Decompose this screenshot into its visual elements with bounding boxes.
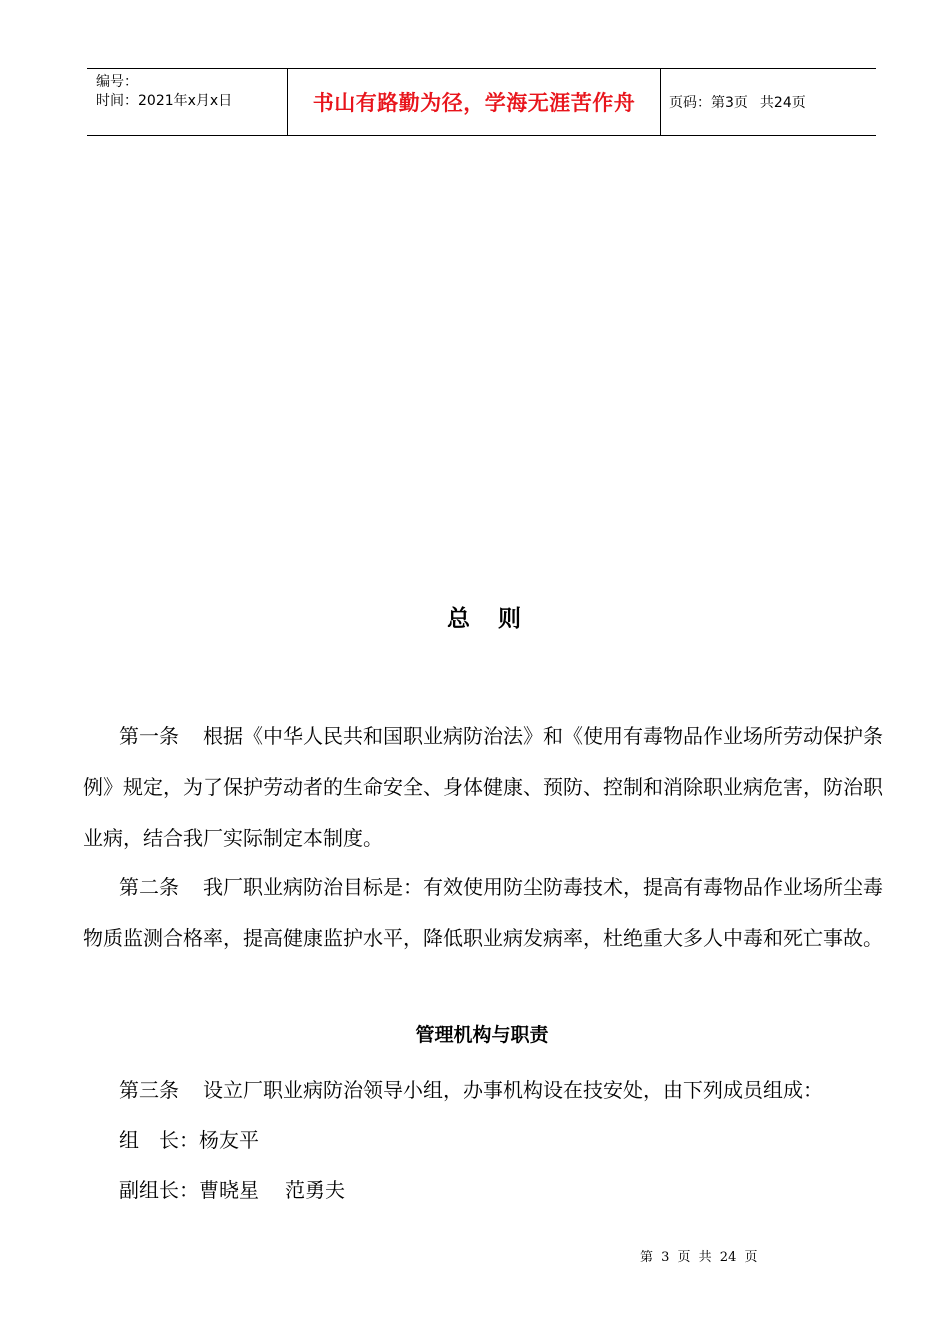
article-3	[119, 1074, 823, 1103]
deputy-leader-line	[119, 1174, 345, 1203]
group-leader-name: 杨友平	[199, 1128, 259, 1152]
header-page-number: 页码：第3页	[669, 95, 748, 111]
article-1-text: 根据《中华人民共和国职业病防治法》和《使用有毒物品作业场所劳动保护条例》规定，为了保护劳动者的生命安全、身体健康、预防、控制和消除职业病危害，防治职业病，结合我厂实际制定本制度。	[83, 724, 883, 850]
deputy-leader-label: 副组长：	[119, 1178, 199, 1202]
page-footer-number: 第 3 页 共 24 页	[640, 1250, 758, 1265]
article-3-text: 设立厂职业病防治领导小组，办事机构设在技安处，由下列成员组成：	[203, 1078, 823, 1102]
article-3-label: 第三条	[119, 1078, 179, 1102]
page-header-table	[87, 68, 876, 136]
article-2-label: 第二条	[119, 875, 179, 899]
section-title: 管理机构与职责	[415, 1024, 549, 1046]
header-motto: 书山有路勤为径，学海无涯苦作舟	[288, 69, 661, 135]
document-title: 总 则	[446, 606, 531, 632]
header-page-total: 共24页	[759, 95, 806, 111]
deputy-leader-name-1: 曹晓星	[199, 1178, 259, 1202]
group-leader-line	[119, 1124, 259, 1153]
header-page-cell	[661, 69, 876, 135]
article-2-text: 我厂职业病防治目标是：有效使用防尘防毒技术，提高有毒物品作业场所尘毒物质监测合格率，提高健康监护水平，降低职业病发病率，杜绝重大多人中毒和死亡事故。	[83, 875, 883, 950]
header-info-cell	[87, 69, 288, 135]
document-number-label: 编号：	[96, 74, 138, 90]
group-leader-label: 组 长：	[119, 1128, 199, 1152]
deputy-leader-name-2: 范勇夫	[285, 1178, 345, 1202]
document-time-label: 时间：2021年x月x日	[96, 93, 233, 109]
article-1-label: 第一条	[119, 724, 179, 748]
article-2	[83, 862, 883, 964]
article-1	[83, 711, 883, 864]
